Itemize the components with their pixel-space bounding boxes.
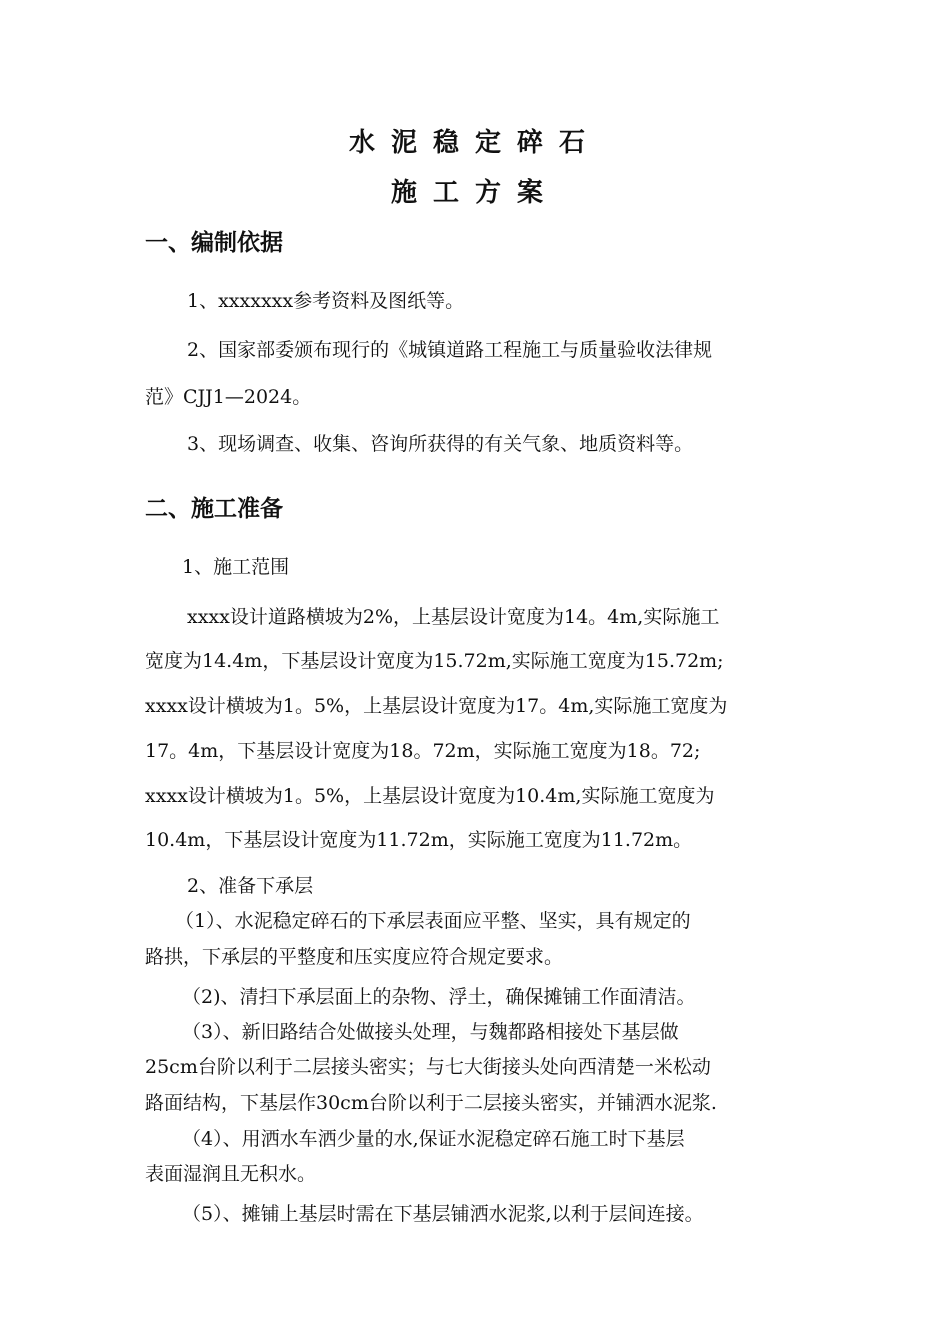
scope-line: xxxx设计道路横坡为2%，上基层设计宽度为14。4m,实际施工 (187, 606, 720, 628)
base-item-2: （2)、清扫下承层面上的杂物、浮土，确保摊铺工作面清洁。 (182, 986, 696, 1008)
base-item-4: （4）、用洒水车洒少量的水,保证水泥稳定碎石施工时下基层 (182, 1128, 685, 1150)
base-item-3-cont: 25cm台阶以利于二层接头密实；与七大街接头处向西清楚一米松动 (145, 1056, 711, 1078)
basis-item-1: 1、xxxxxxx参考资料及图纸等。 (187, 290, 465, 312)
scope-line: xxxx设计横坡为1。5%，上基层设计宽度为17。4m,实际施工宽度为 (145, 695, 728, 717)
document-title-line2: 施工方案 (390, 178, 559, 208)
section-heading-basis: 一、编制依据 (145, 230, 283, 256)
prep-subheading-scope: 1、施工范围 (182, 556, 290, 578)
scope-line: 10.4m，下基层设计宽度为11.72m，实际施工宽度为11.72m。 (145, 829, 693, 851)
scope-line: xxxx设计横坡为1。5%，上基层设计宽度为10.4m,实际施工宽度为 (145, 785, 715, 807)
base-item-5: （5）、摊铺上基层时需在下基层铺洒水泥浆,以利于层间连接。 (182, 1203, 704, 1225)
scope-line: 宽度为14.4m，下基层设计宽度为15.72m,实际施工宽度为15.72m; (145, 650, 724, 672)
base-item-4-cont: 表面湿润且无积水。 (145, 1163, 317, 1185)
basis-item-2-cont: 范》CJJ1—2024。 (145, 386, 312, 408)
base-item-3-cont: 路面结构，下基层作30cm台阶以利于二层接头密实，并铺洒水泥浆. (145, 1092, 717, 1114)
base-item-3: （3）、新旧路结合处做接头处理，与魏都路相接处下基层做 (182, 1021, 679, 1043)
prep-subheading-base: 2、准备下承层 (187, 875, 314, 897)
base-item-1: （1）、水泥稳定碎石的下承层表面应平整、坚实，具有规定的 (175, 910, 691, 932)
basis-item-3: 3、现场调查、收集、咨询所获得的有关气象、地质资料等。 (187, 433, 694, 455)
basis-item-2: 2、国家部委颁布现行的《城镇道路工程施工与质量验收法律规 (187, 339, 713, 361)
base-item-1-cont: 路拱，下承层的平整度和压实度应符合规定要求。 (145, 946, 564, 968)
scope-line: 17。4m，下基层设计宽度为18。72m，实际施工宽度为18。72; (145, 740, 701, 762)
section-heading-preparation: 二、施工准备 (145, 496, 283, 522)
document-title-line1: 水泥稳定碎石 (348, 128, 601, 158)
